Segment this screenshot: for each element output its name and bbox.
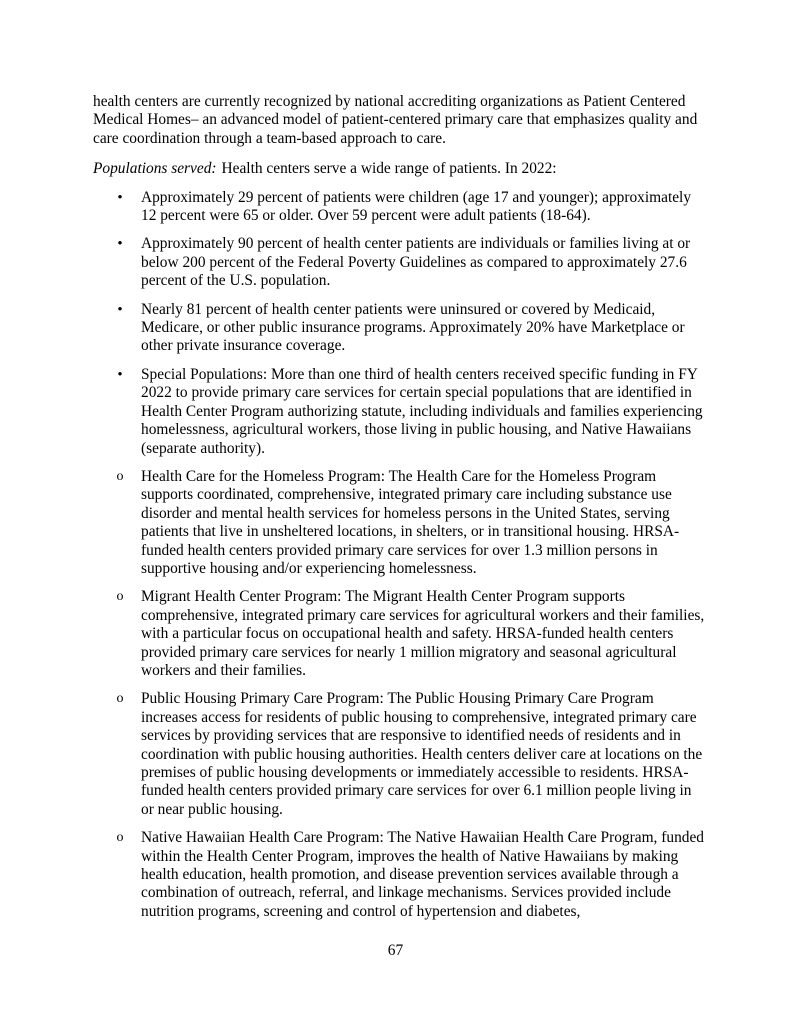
list-item-text: Migrant Health Center Program: The Migrant Health Center Program supports comprehensive, integrated primary care services for agricultural workers and their families, with a particular focus on occupational health and safety. HRSA-funded health centers provided primary care services for nearly 1 million migratory and seasonal agricultural workers and their families. xyxy=(141,588,705,679)
page-number: 67 xyxy=(387,942,404,959)
populations-text: Health centers serve a wide range of patients. In 2022: xyxy=(221,160,557,178)
bullet-marker: • xyxy=(117,189,123,206)
list-item xyxy=(93,301,705,356)
list-item-text: Health Care for the Homeless Program: The Health Care for the Homeless Program supports coordinated, comprehensive, integrated primary care including substance use disorder and mental health services for homeless persons in the United States, serving patients that live in unsheltered locations, in shelters, or in transitional housing. HRSA-funded health centers provided primary care services for over 1.3 million persons in supportive housing and/or experiencing homelessness. xyxy=(141,467,680,577)
list-item-text: Native Hawaiian Health Care Program: The Native Hawaiian Health Care Program, funded within the Health Center Program, improves the health of Native Hawaiians by making health education, health promotion, and disease prevention services available through a combination of outreach, referral, and linkage mechanisms. Services provided include nutrition programs, screening and control of hypertension and diabetes, xyxy=(141,829,704,920)
list-item xyxy=(93,366,705,458)
circle-bullet-marker: o xyxy=(116,691,124,707)
list-item-text: Approximately 29 percent of patients were children (age 17 and younger); approximately 12 percent were 65 or older. Over 59 percent were adult patients (18-64). xyxy=(141,188,692,225)
page-body xyxy=(93,93,705,931)
circle-bullet-marker: o xyxy=(116,589,124,605)
list-item xyxy=(93,468,705,578)
circle-bullet-marker: o xyxy=(116,468,124,484)
circle-bullet-marker: o xyxy=(116,830,124,846)
list-item-text: Special Populations: More than one third of health centers received specific funding in FY 2022 to provide primary care services for certain special populations that are identified in Health Center Program authorizing statute, including individuals and families experiencing homelessness, agricultural workers, those living in public housing, and Native Hawaiians (separate authority). xyxy=(141,365,703,457)
populations-paragraph xyxy=(93,160,705,178)
bullet-marker: • xyxy=(117,366,123,383)
bullet-marker: • xyxy=(117,236,123,253)
list-item xyxy=(93,588,705,680)
statistics-list xyxy=(93,189,705,922)
bullet-marker: • xyxy=(117,301,123,318)
list-item xyxy=(93,235,705,290)
list-item xyxy=(93,829,705,921)
list-item xyxy=(93,189,705,226)
list-item-text: Public Housing Primary Care Program: The Public Housing Primary Care Program increases access for residents of public housing to comprehensive, integrated primary care services by providing services that are responsive to identified needs of residents and in coordination with public housing authorities. Health centers deliver care at locations on the premises of public housing developments or immediately accessible to residents. HRSA-funded health centers provided primary care services for over 6.1 million people living in or near public housing. xyxy=(141,690,703,818)
list-item xyxy=(93,690,705,819)
populations-label: Populations served: xyxy=(93,160,217,178)
list-item-text: Approximately 90 percent of health center patients are individuals or families living at or below 200 percent of the Federal Poverty Guidelines as compared to approximately 27.6 percent of the U.S. population. xyxy=(141,235,691,290)
intro-paragraph: health centers are currently recognized by national accrediting organizations as Patient Centered Medical Homes– an advanced model of patient-centered primary care that emphasizes quality and care coordination through a team-based approach to care. xyxy=(93,93,698,147)
list-item-text: Nearly 81 percent of health center patients were uninsured or covered by Medicaid, Medicare, or other public insurance programs. Approximately 20% have Marketplace or other private insurance coverage. xyxy=(141,300,685,355)
